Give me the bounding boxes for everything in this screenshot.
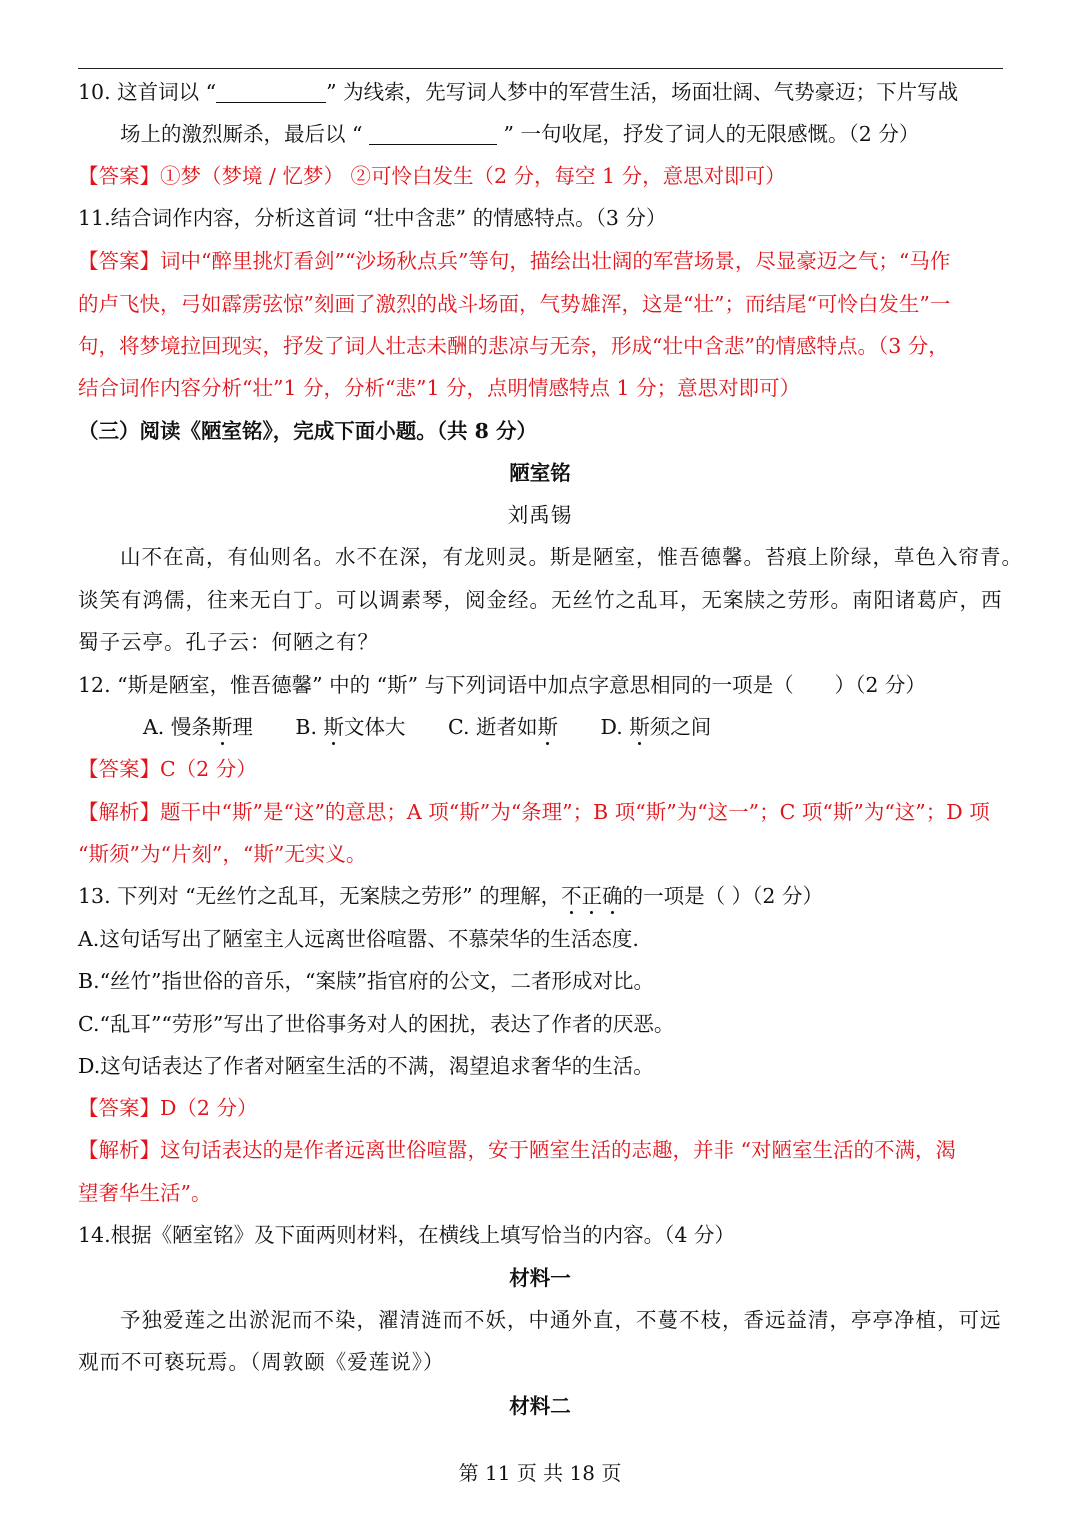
q12-answer: 【答案】C（2 分） [78, 757, 257, 781]
q14-question: 14.根据《陋室铭》及下面两则材料，在横线上填写恰当的内容。（4 分） [78, 1223, 735, 1247]
poem-line2: 谈笑有鸿儒，往来无白丁。可以调素琴，阅金经。无丝竹之乱耳，无案牍之劳形。南阳诸葛庐，西 [78, 588, 1003, 612]
q10-blank-1[interactable] [216, 84, 326, 103]
poem-line3: 蜀子云亭。孔子云：何陋之有？ [78, 630, 379, 654]
q12-option-a[interactable]: A. 慢条斯理 [143, 715, 253, 739]
q11-question: 11.结合词作内容，分析这首词 “壮中含悲” 的情感特点。（3 分） [78, 206, 667, 230]
q11-answer-line3: 句，将梦境拉回现实，抒发了词人壮志未酬的悲凉与无奈，形成“壮中含悲”的情感特点。（3 分， [78, 334, 949, 358]
page-footer: 第 11 页 共 18 页 [458, 1461, 622, 1485]
q10-blank-2[interactable] [369, 126, 497, 145]
q12-options [143, 717, 1003, 738]
q13-question: 13. 下列对 “无丝竹之乱耳，无案牍之劳形” 的理解，不正确的一项是（ ）（2 分） [78, 884, 823, 908]
q13-option-a[interactable]: A.这句话写出了陋室主人远离世俗喧嚣、不慕荣华的生活态度. [78, 927, 639, 951]
material-1-title: 材料一 [509, 1266, 571, 1290]
q13-option-d[interactable]: D.这句话表达了作者对陋室生活的不满，渴望追求奢华的生活。 [78, 1054, 654, 1078]
q11-answer-line1: 【答案】词中“醉里挑灯看剑”“沙场秋点兵”等句，描绘出壮阔的军营场景，尽显豪迈之气；“马作 [78, 249, 951, 273]
q13-option-c[interactable]: C.“乱耳”“劳形”写出了世俗事务对人的困扰，表达了作者的厌恶。 [78, 1012, 675, 1036]
q13-option-b[interactable]: B.“丝竹”指世俗的音乐，“案牍”指官府的公文，二者形成对比。 [78, 969, 655, 993]
q10-answer: 【答案】①梦（梦境 / 忆梦） ②可怜白发生（2 分，每空 1 分，意思对即可） [78, 164, 786, 188]
poem-line1: 山不在高，有仙则名。水不在深，有龙则灵。斯是陋室，惟吾德馨。苔痕上阶绿，草色入帘青。 [120, 545, 1023, 569]
q12-option-b[interactable]: B. 斯文体大 [295, 715, 406, 739]
q12-question: 12. “斯是陋室，惟吾德馨” 中的 “斯” 与下列词语中加点字意思相同的一项是（ ）（2 分） [78, 673, 926, 697]
poem-author: 刘禹锡 [507, 503, 573, 527]
section3-heading: （三）阅读《陋室铭》，完成下面小题。（共 8 分） [78, 419, 538, 443]
q13-explanation-line2: 望奢华生活”。 [78, 1181, 212, 1205]
q10-line1: 10. 这首词以 “ ” 为线索，先写词人梦中的军营生活，场面壮阔、气势豪迈；下片写战 [78, 80, 959, 104]
q11-answer-line4: 结合词作内容分析“壮”1 分，分析“悲”1 分，点明情感特点 1 分；意思对即可） [78, 376, 801, 400]
poem-title: 陋室铭 [509, 461, 571, 485]
q13-answer: 【答案】D（2 分） [78, 1096, 258, 1120]
q12-explanation-line2: “斯须”为“片刻”，“斯”无实义。 [78, 842, 367, 866]
material-1-line2: 观而不可亵玩焉。（周敦颐《爱莲说》） [78, 1350, 445, 1374]
material-1-line1: 予独爱莲之出淤泥而不染，濯清涟而不妖，中通外直，不蔓不枝，香远益清，亭亭净植，可远 [120, 1308, 1002, 1332]
q12-option-c[interactable]: C. 逝者如斯 [448, 715, 559, 739]
top-rule [78, 68, 1003, 69]
q12-option-d[interactable]: D. 斯须之间 [600, 715, 712, 739]
q11-answer-line2: 的卢飞快，弓如霹雳弦惊”刻画了激烈的战斗场面，气势雄浑，这是“壮”；而结尾“可怜白发生”一 [78, 292, 951, 316]
q12-explanation-line1: 【解析】题干中“斯”是“这”的意思；A 项“斯”为“条理”；B 项“斯”为“这一”；C 项“斯”为“这”；D 项 [78, 800, 990, 824]
material-2-title: 材料二 [509, 1394, 571, 1418]
q13-explanation-line1: 【解析】这句话表达的是作者远离世俗喧嚣，安于陋室生活的志趣，并非 “对陋室生活的不满，渴 [78, 1138, 956, 1162]
q10-line2: 场上的激烈厮杀，最后以 “ ” 一句收尾，抒发了词人的无限感慨。（2 分） [120, 122, 920, 146]
